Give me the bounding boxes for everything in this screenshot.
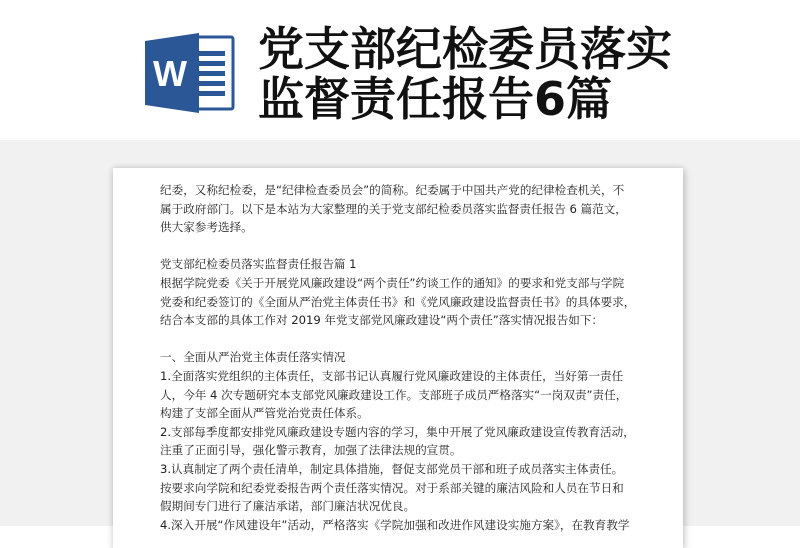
document-line: 结合本支部的具体工作对 2019 年党支部党风廉政建设“两个责任”落实情况报告如下： <box>160 313 604 328</box>
document-line: 3.认真制定了两个责任清单，制定具体措施，督促支部党员干部和班子成员落实主体责任。 <box>160 461 624 476</box>
blank-line <box>160 330 650 349</box>
blank-line <box>160 237 650 256</box>
document-line: 注重了正面引导，强化警示教育，加强了法律法规的宣贯。 <box>160 443 462 458</box>
title-line-1: 党支部纪检委员落实 <box>258 22 672 76</box>
document-line: 构建了支部全面从严管党治党责任体系。 <box>160 406 369 421</box>
page-header <box>0 0 800 140</box>
document-line: 2.支部每季度都安排党风廉政建设专题内容的学习，集中开展了党风廉政建设宣传教育活动， <box>160 424 635 439</box>
document-line: 纪委，又称纪检委，是“纪律检查委员会”的简称。纪委属于中国共产党的纪律检查机关，不 <box>160 183 625 197</box>
document-line: 1.全面落实党组织的主体责任，支部书记认真履行党风廉政建设的主体责任，当好第一责任 <box>160 368 624 383</box>
document-line: 一、全面从严治党主体责任落实情况 <box>160 350 346 365</box>
document-line: 按要求向学院和纪委党委报告两个责任落实情况。对于系部关键的廉洁风险和人员在节日和 <box>160 480 624 495</box>
document-body <box>160 181 650 534</box>
word-icon-letter: W <box>153 53 187 94</box>
document-line: 党委和纪委签订的《全面从严治党主体责任书》和《党风廉政建设监督责任书》的具体要求， <box>160 294 636 309</box>
page-title <box>258 24 778 124</box>
document-line: 属于政府部门。以下是本站为大家整理的关于党支部纪检委员落实监督责任报告 6 篇范文， <box>160 201 627 216</box>
word-document-icon <box>143 31 235 115</box>
document-line: 假期间专门进行了廉洁承诺，部门廉洁状况优良。 <box>160 499 416 514</box>
document-line: 4.深入开展“作风建设年”活动，严格落实《学院加强和改进作风建设实施方案》，在教育教学 <box>160 517 630 532</box>
title-line-2: 监督责任报告6篇 <box>258 72 613 126</box>
document-line: 人，今年 4 次专题研究本支部党风廉政建设工作。支部班子成员严格落实“一岗双责”责任， <box>160 387 628 402</box>
document-line: 根据学院党委《关于开展党风廉政建设“两个责任”约谈工作的通知》的要求和党支部与学院 <box>160 275 625 290</box>
document-line: 党支部纪检委员落实监督责任报告篇 1 <box>160 257 357 272</box>
document-line: 供大家参考选择。 <box>160 220 253 235</box>
